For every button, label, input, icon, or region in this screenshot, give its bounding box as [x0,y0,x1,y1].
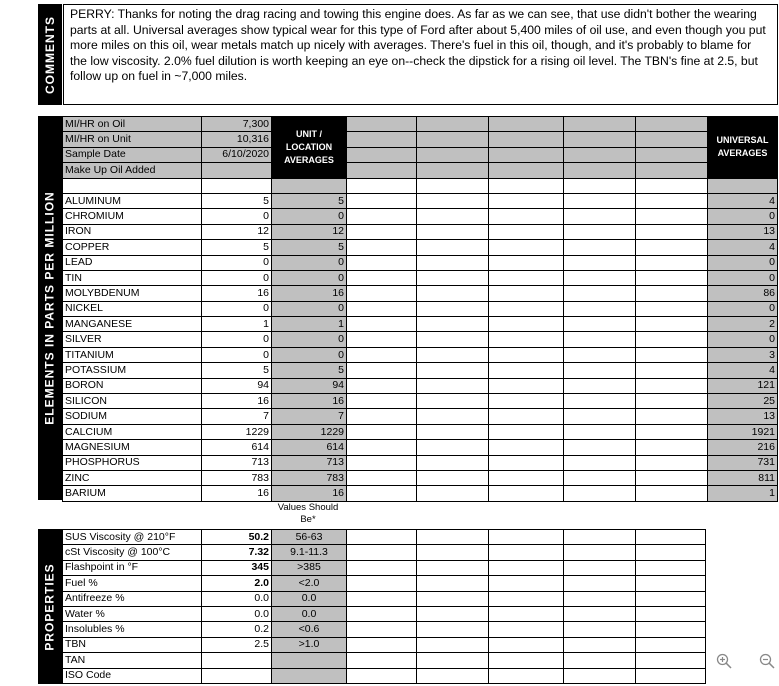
element-row [63,486,778,501]
element-value: 94 [202,378,272,393]
element-unit-average: 0 [272,270,347,285]
header-row [63,147,778,162]
element-row [63,193,778,208]
element-unit-average: 713 [272,455,347,470]
element-row [63,209,778,224]
element-name: MAGNESIUM [63,440,202,455]
property-row [63,591,706,606]
element-name: MANGANESE [63,317,202,332]
element-name: BORON [63,378,202,393]
element-universal-average: 2 [708,317,778,332]
zoom-in-icon[interactable] [716,653,732,674]
element-row [63,440,778,455]
property-row [63,576,706,591]
comments-label: COMMENTS [38,4,62,105]
element-value: 1 [202,317,272,332]
unit-location-averages-header: UNIT / LOCATION AVERAGES [272,117,347,179]
element-row [63,409,778,424]
property-should-be: 0.0 [272,606,347,621]
property-row [63,622,706,637]
element-unit-average: 5 [272,240,347,255]
element-value: 0 [202,255,272,270]
property-name: Fuel % [63,576,202,591]
property-value [202,653,272,668]
element-universal-average: 4 [708,193,778,208]
header-row [63,132,778,147]
element-name: TIN [63,270,202,285]
element-unit-average: 5 [272,363,347,378]
element-row [63,347,778,362]
element-unit-average: 0 [272,301,347,316]
property-name: ISO Code [63,668,202,683]
element-universal-average: 13 [708,409,778,424]
element-unit-average: 614 [272,440,347,455]
element-universal-average: 731 [708,455,778,470]
property-value: 7.32 [202,545,272,560]
element-unit-average: 7 [272,409,347,424]
header-value [202,163,272,178]
element-name: CHROMIUM [63,209,202,224]
element-row [63,255,778,270]
element-universal-average: 216 [708,440,778,455]
property-value: 0.0 [202,591,272,606]
properties-table [62,529,706,684]
element-name: TITANIUM [63,347,202,362]
property-name: Antifreeze % [63,591,202,606]
universal-averages-header: UNIVERSAL AVERAGES [708,117,778,179]
element-universal-average: 0 [708,301,778,316]
element-name: SILVER [63,332,202,347]
header-label: MI/HR on Oil [63,117,202,132]
element-universal-average: 4 [708,363,778,378]
element-name: IRON [63,224,202,239]
element-row [63,424,778,439]
element-unit-average: 0 [272,347,347,362]
element-unit-average: 16 [272,486,347,501]
element-unit-average: 783 [272,470,347,485]
element-row [63,470,778,485]
property-name: TAN [63,653,202,668]
element-unit-average: 12 [272,224,347,239]
header-row [63,117,778,132]
element-value: 16 [202,286,272,301]
element-universal-average: 86 [708,286,778,301]
element-name: ALUMINUM [63,193,202,208]
spacer-row [63,178,778,193]
property-should-be: >1.0 [272,637,347,652]
property-name: Water % [63,606,202,621]
element-value: 5 [202,193,272,208]
property-value: 2.0 [202,576,272,591]
element-value: 1229 [202,424,272,439]
property-value: 0.2 [202,622,272,637]
property-should-be: 0.0 [272,591,347,606]
element-row [63,286,778,301]
element-value: 0 [202,347,272,362]
element-universal-average: 0 [708,332,778,347]
property-value: 2.5 [202,637,272,652]
element-value: 0 [202,209,272,224]
property-should-be: 9.1-11.3 [272,545,347,560]
property-name: TBN [63,637,202,652]
element-universal-average: 121 [708,378,778,393]
property-value: 50.2 [202,530,272,545]
property-should-be: <2.0 [272,576,347,591]
element-unit-average: 1229 [272,424,347,439]
element-row [63,363,778,378]
element-name: LEAD [63,255,202,270]
element-row [63,317,778,332]
element-name: BARIUM [63,486,202,501]
property-should-be: 56-63 [272,530,347,545]
property-should-be [272,668,347,683]
header-label: MI/HR on Unit [63,132,202,147]
property-row [63,545,706,560]
property-name: Insolubles % [63,622,202,637]
element-universal-average: 25 [708,394,778,409]
elements-table [62,116,778,502]
property-should-be: >385 [272,560,347,575]
element-value: 12 [202,224,272,239]
element-value: 7 [202,409,272,424]
properties-label: PROPERTIES [38,529,62,684]
element-universal-average: 13 [708,224,778,239]
element-value: 5 [202,240,272,255]
zoom-out-icon[interactable] [759,653,775,674]
header-label: Sample Date [63,147,202,162]
element-name: SILICON [63,394,202,409]
element-row [63,240,778,255]
element-value: 0 [202,332,272,347]
element-name: PHOSPHORUS [63,455,202,470]
element-value: 614 [202,440,272,455]
element-universal-average: 0 [708,209,778,224]
element-value: 5 [202,363,272,378]
property-row [63,637,706,652]
element-unit-average: 0 [272,255,347,270]
element-value: 0 [202,270,272,285]
property-should-be [272,653,347,668]
header-value: 10,316 [202,132,272,147]
property-value [202,668,272,683]
element-universal-average: 1 [708,486,778,501]
element-value: 16 [202,486,272,501]
element-name: NICKEL [63,301,202,316]
element-universal-average: 811 [708,470,778,485]
element-unit-average: 0 [272,332,347,347]
element-row [63,332,778,347]
element-name: POTASSIUM [63,363,202,378]
element-value: 0 [202,301,272,316]
element-universal-average: 0 [708,270,778,285]
property-row [63,653,706,668]
property-name: cSt Viscosity @ 100°C [63,545,202,560]
property-row [63,530,706,545]
property-row [63,606,706,621]
element-name: ZINC [63,470,202,485]
header-label: Make Up Oil Added [63,163,202,178]
element-row [63,224,778,239]
property-name: SUS Viscosity @ 210°F [63,530,202,545]
element-unit-average: 16 [272,286,347,301]
header-value: 6/10/2020 [202,147,272,162]
elements-label: ELEMENTS IN PARTS PER MILLION [38,116,62,500]
element-universal-average: 0 [708,255,778,270]
element-row [63,270,778,285]
comments-text: PERRY: Thanks for noting the drag racing and towing this engine does. As far as we can see, that use didn't bother the wearing parts at all. Universal averages show typical wear for this type of Ford after about 5,400 miles of oil use, and even though you put more miles on this oil, wear metals match up nicely with averages. There's fuel in this oil, though, and it's probably to blame for the low viscosity. 2.0% fuel dilution is worth keeping an eye on--check the dipstick for a rising oil level. The TBN's fine at 2.5, but follow up on fuel in ~7,000 miles. [63,4,778,105]
property-value: 0.0 [202,606,272,621]
element-universal-average: 1921 [708,424,778,439]
property-should-be: <0.6 [272,622,347,637]
element-row [63,378,778,393]
element-name: SODIUM [63,409,202,424]
element-name: COPPER [63,240,202,255]
property-row [63,668,706,683]
element-unit-average: 0 [272,209,347,224]
element-name: CALCIUM [63,424,202,439]
element-value: 16 [202,394,272,409]
element-value: 783 [202,470,272,485]
values-should-be-label: Values Should Be* [277,502,339,525]
header-row [63,163,778,178]
property-value: 345 [202,560,272,575]
element-unit-average: 5 [272,193,347,208]
element-row [63,394,778,409]
header-value: 7,300 [202,117,272,132]
element-value: 713 [202,455,272,470]
element-unit-average: 1 [272,317,347,332]
property-name: Flashpoint in °F [63,560,202,575]
element-unit-average: 94 [272,378,347,393]
element-name: MOLYBDENUM [63,286,202,301]
property-row [63,560,706,575]
element-universal-average: 3 [708,347,778,362]
element-row [63,455,778,470]
element-universal-average: 4 [708,240,778,255]
element-unit-average: 16 [272,394,347,409]
element-row [63,301,778,316]
